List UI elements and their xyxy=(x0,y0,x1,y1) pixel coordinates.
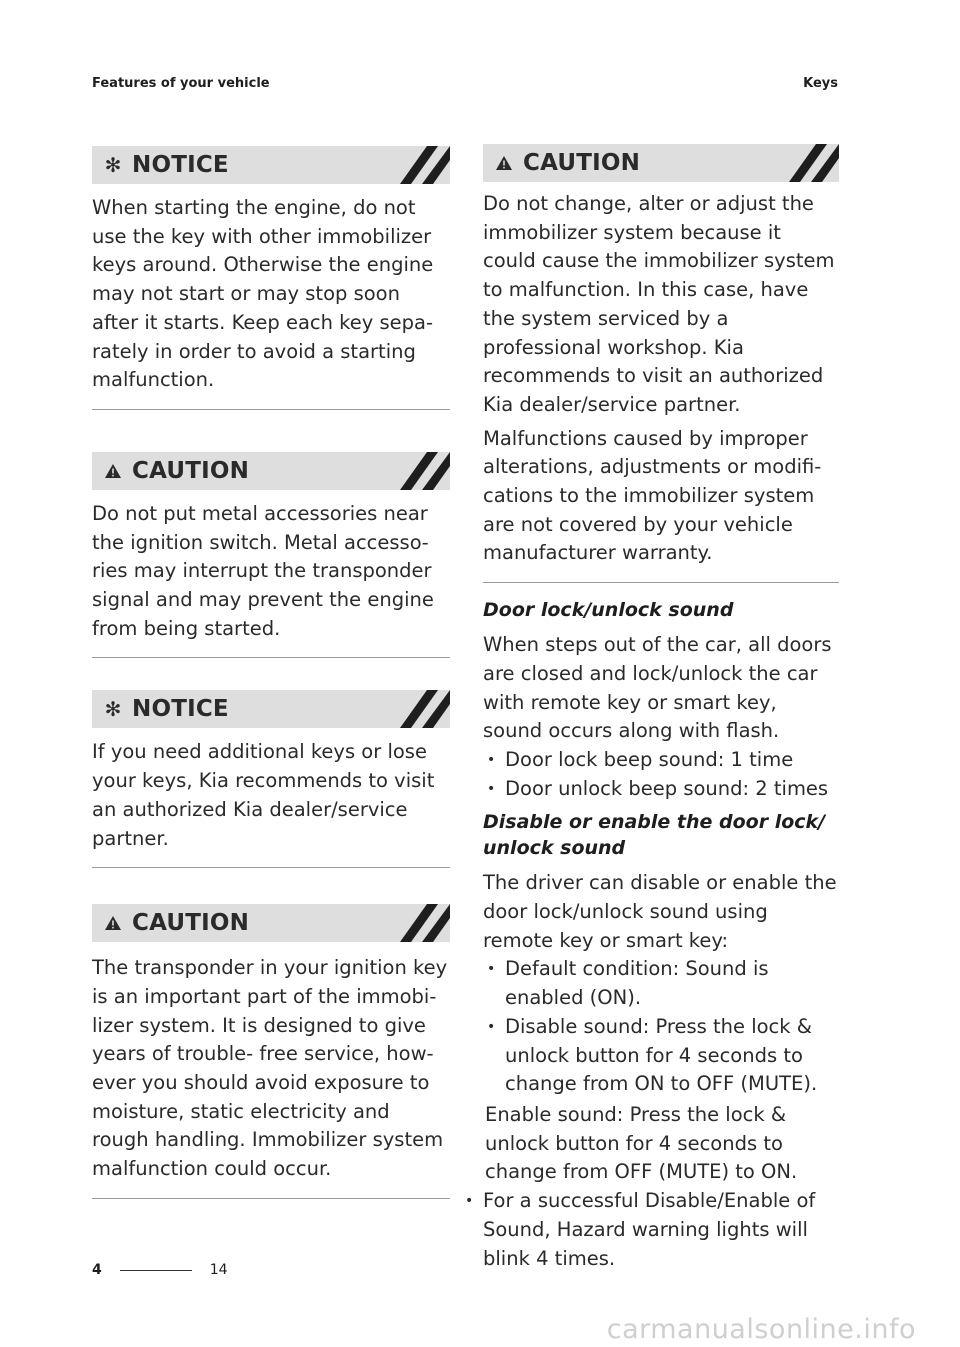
divider xyxy=(92,409,450,410)
right-column xyxy=(483,144,839,1273)
notice-title: NOTICE xyxy=(132,696,229,723)
notice-header xyxy=(92,690,450,728)
body-text: The driver can disable or enable the door lock/unlock sound using remote key or smart key: xyxy=(483,871,837,952)
caution-header xyxy=(92,452,450,490)
running-header-topic: Keys xyxy=(803,76,838,91)
list-item: • Disable sound: Press the lock & unlock button for 4 seconds to change from ON to OFF (MUTE). xyxy=(483,1013,839,1099)
chapter-number: 4 xyxy=(92,1262,102,1278)
page-number: 14 xyxy=(209,1262,228,1278)
divider xyxy=(92,867,450,868)
notice-text: If you need additional keys or lose your keys, Kia recommends to visit an authorized Kia dealer/service partner. xyxy=(92,740,435,850)
slash-stripes-icon xyxy=(392,452,450,490)
slash-stripes-icon xyxy=(392,904,450,942)
body-text: Enable sound: Press the lock & unlock button for 4 seconds to change from OFF (MUTE) to ON. xyxy=(485,1102,798,1184)
caution-box xyxy=(92,452,450,644)
caution-text: The transponder in your ignition key is an important part of the immobi‐ lizer system. It is designed to give years of trouble- free service, how‐ ever you should avoid exposure to moisture, static electricity and rough handling. Immobilizer system malfunction could occur. xyxy=(92,956,448,1181)
notice-header xyxy=(92,146,450,184)
divider xyxy=(92,657,450,658)
footer-rule xyxy=(120,1270,192,1271)
bullet-list xyxy=(461,1187,839,1273)
warning-triangle-icon xyxy=(102,915,124,931)
section-heading: Door lock/unlock sound xyxy=(483,599,734,622)
list-item: • Default condition: Sound is enabled (ON). xyxy=(483,955,839,1012)
caution-box xyxy=(483,144,839,568)
caution-text: Do not change, alter or adjust the immobilizer system because it could cause the immobilizer system to malfunction. In this case, have the system serviced by a professional workshop. Kia recommends to visit an authorized Kia dealer/service partner. xyxy=(483,192,835,416)
notice-title: NOTICE xyxy=(132,152,229,178)
caution-box xyxy=(92,904,450,1184)
caution-title: CAUTION xyxy=(523,150,641,176)
caution-text: Do not put metal accessories near the ignition switch. Metal accesso‐ ries may interrupt the transponder signal and may prevent the engine from being started. xyxy=(92,501,434,640)
slash-stripes-icon xyxy=(781,144,839,182)
section-heading: Disable or enable the door lock/ unlock sound xyxy=(483,811,826,860)
bullet-list xyxy=(483,955,839,1099)
list-item: • Door unlock beep sound: 2 times xyxy=(483,775,839,804)
caution-text: Malfunctions caused by improper alterations, adjustments or modifi‐ cations to the immobilizer system are not covered by your vehicle manufacturer warranty. xyxy=(483,426,822,565)
slash-stripes-icon xyxy=(392,146,450,184)
warning-triangle-icon xyxy=(493,155,515,171)
notice-box xyxy=(92,146,450,395)
list-item: • Door lock beep sound: 1 time xyxy=(483,746,839,775)
divider xyxy=(483,582,839,583)
slash-stripes-icon xyxy=(392,690,450,728)
watermark: carmanualsonline.info xyxy=(606,1314,916,1345)
body-text: When steps out of the car, all doors are closed and lock/unlock the car with remote key or smart key, sound occurs along with flash. xyxy=(483,633,832,743)
caution-header xyxy=(483,144,839,182)
divider xyxy=(92,1198,450,1199)
left-column xyxy=(92,146,450,1199)
bullet-list xyxy=(483,746,839,803)
warning-triangle-icon xyxy=(102,463,124,479)
notice-text: When starting the engine, do not use the key with other immobilizer keys around. Otherwise the engine may not start or may stop soon after it starts. Keep each key sepa‐ rately in order to avoid a starting malfunction. xyxy=(92,196,434,392)
caution-title: CAUTION xyxy=(132,457,250,484)
asterisk-icon: ✻ xyxy=(104,697,122,722)
caution-header xyxy=(92,904,450,942)
running-header-section: Features of your vehicle xyxy=(92,76,270,91)
notice-box xyxy=(92,690,450,853)
caution-title: CAUTION xyxy=(132,910,250,937)
asterisk-icon: ✻ xyxy=(104,153,122,177)
list-item: • For a successful Disable/Enable of Sound, Hazard warning lights will blink 4 times. xyxy=(461,1187,839,1273)
page-footer xyxy=(92,1262,228,1278)
